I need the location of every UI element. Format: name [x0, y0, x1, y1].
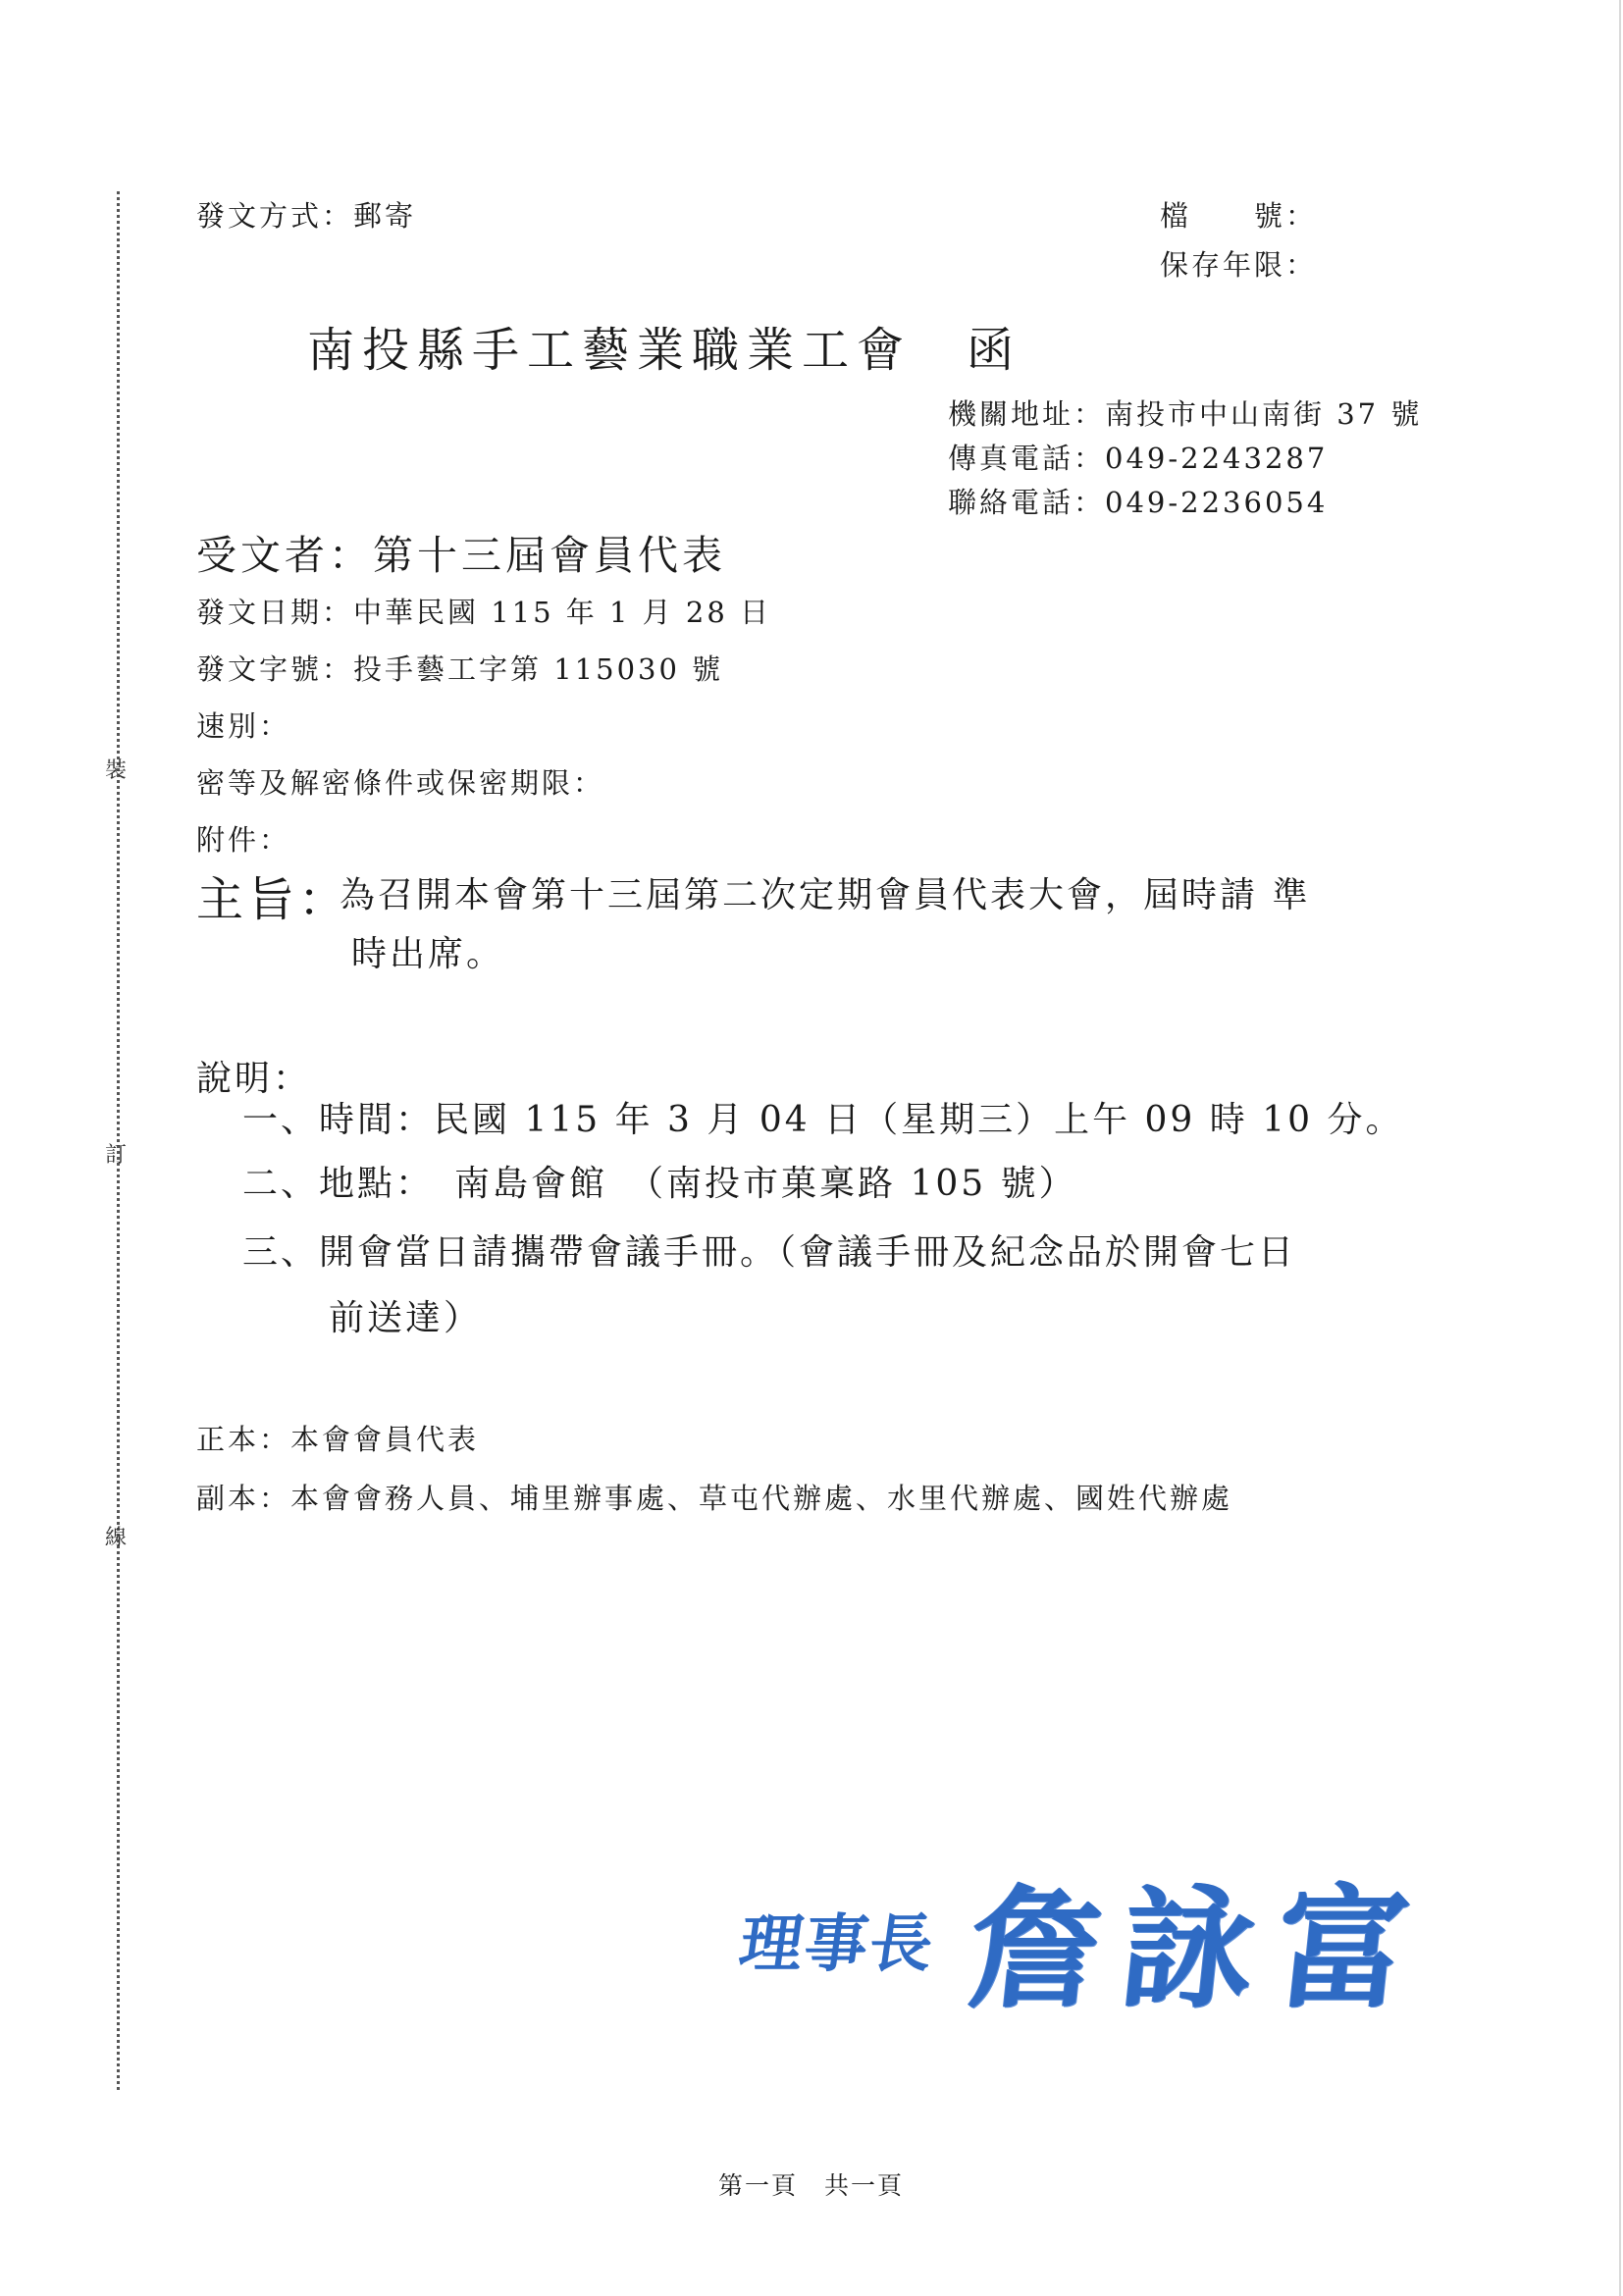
secrecy-class: 密等及解密條件或保密期限： — [196, 766, 605, 800]
recipient: 受文者：第十三屆會員代表 — [196, 532, 726, 579]
org-phone: 聯絡電話：049-2236054 — [948, 486, 1329, 519]
document-number: 發文字號：投手藝工字第 115030 號 — [196, 652, 724, 686]
original-copy: 正本：本會會員代表 — [196, 1423, 480, 1456]
explanation-item-handbook: 三、開會當日請攜帶會議手冊。（會議手冊及紀念品於開會七日 — [242, 1232, 1297, 1273]
org-address: 機關地址：南投市中山南街 37 號 — [948, 397, 1423, 431]
chairman-name-stamp: 詹詠富 — [962, 1871, 1439, 2026]
send-method: 發文方式：郵寄 — [196, 199, 417, 233]
explanation-item-time: 一、時間：民國 115 年 3 月 04 日（星期三）上午 09 時 10 分。 — [242, 1100, 1404, 1140]
binding-mark-zhuang: 裝 — [105, 758, 128, 783]
attachment: 附件： — [196, 823, 291, 857]
carbon-copy: 副本：本會會務人員、埔里辦事處、草屯代辦處、水里代辦處、國姓代辦處 — [196, 1482, 1233, 1515]
org-fax: 傳真電話：049-2243287 — [948, 442, 1329, 475]
subject-label: 主旨： — [196, 872, 350, 927]
chairman-title-stamp: 理事長 — [734, 1907, 940, 1981]
explanation-item-handbook-cont: 前送達） — [329, 1298, 483, 1338]
explanation-item-place: 二、地點： 南島會館 （南投市菓稟路 105 號） — [242, 1164, 1077, 1204]
explanation-label: 說明： — [196, 1059, 312, 1099]
issue-date: 發文日期：中華民國 115 年 1 月 28 日 — [196, 596, 772, 629]
speed-class: 速別： — [196, 709, 291, 743]
binding-mark-ding: 訂 — [105, 1143, 128, 1168]
org-title: 南投縣手工藝業職業工會 函 — [307, 323, 1022, 378]
binding-mark-xian: 線 — [105, 1526, 128, 1550]
subject-line-1: 為召開本會第十三屆第二次定期會員代表大會，屆時請 準 — [340, 875, 1311, 915]
page-footer: 第一頁 共一頁 — [718, 2171, 905, 2200]
file-number: 檔 號： — [1160, 199, 1318, 233]
scan-edge — [1619, 0, 1621, 2296]
retention-period: 保存年限： — [1160, 248, 1318, 282]
subject-line-2: 時出席。 — [351, 934, 505, 974]
